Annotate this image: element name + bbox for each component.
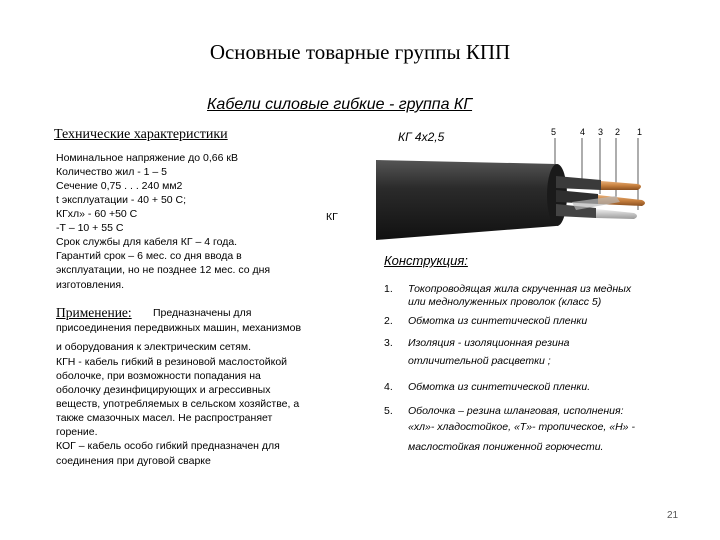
application-line: Предназначены для (153, 307, 252, 319)
slide-subtitle: Кабели силовые гибкие - группа КГ (207, 96, 473, 113)
construction-item-number: 1. (384, 283, 393, 295)
application-line: оболочке, при возможности попадания на (56, 370, 261, 382)
conductor-silver (596, 209, 637, 219)
spec-line: -Т – 10 + 55 С (56, 222, 124, 234)
spec-line: Номинальное напряжение до 0,66 кВ (56, 152, 238, 164)
spec-line: КГхл» - 60 +50 С (56, 208, 138, 220)
spec-line: изготовления. (56, 279, 124, 291)
spec-line: Срок службы для кабеля КГ – 4 года. (56, 236, 238, 248)
construction-item-text: «хл»- хладостойкое, «Т»- тропическое, «Н» - (408, 421, 635, 433)
cable-illustration (376, 136, 666, 246)
construction-item-number: 3. (384, 337, 393, 349)
spec-line: t эксплуатации - 40 + 50 С; (56, 194, 187, 206)
application-heading: Применение: (56, 305, 132, 320)
construction-item-text: отличительной расцветки ; (408, 355, 551, 367)
application-line: присоединения передвижных машин, механизмов (56, 322, 302, 334)
cable-sheath (376, 160, 564, 240)
construction-item-number: 2. (384, 315, 393, 327)
conductor-copper (601, 181, 641, 190)
application-line: КОГ – кабель особо гибкий предназначен для (56, 440, 280, 452)
tech-heading: Технические характеристики (54, 127, 228, 142)
application-line: также смазочных масел. Не распространяет (56, 412, 273, 424)
cable-caption: КГ 4х2,5 (398, 130, 445, 144)
kg-mark: КГ (326, 211, 338, 223)
application-line: горение. (56, 426, 98, 438)
application-line: оболочку дезинфицирующих и агрессивных (56, 384, 271, 396)
construction-item-text: Токопроводящая жила скрученная из медных (408, 283, 632, 295)
core-label: 5 (551, 127, 557, 137)
spec-line: Гарантий срок – 6 мес. со дня ввода в (56, 250, 242, 262)
construction-item-text: Изоляция - изоляционная резина (408, 337, 570, 349)
application-line: КГН - кабель гибкий в резиновой маслостойкой (56, 356, 288, 368)
construction-item-text: Обмотка из синтетической пленки. (408, 381, 591, 393)
core-label: 1 (637, 127, 643, 137)
application-line: и оборудования к электрическим сетям. (56, 341, 251, 353)
application-line: веществ, употребляемых в сельском хозяйстве, а (56, 398, 300, 410)
core-label: 3 (598, 127, 604, 137)
construction-item-number: 4. (384, 381, 393, 393)
construction-heading: Конструкция: (384, 253, 468, 268)
slide-title: Основные товарные группы КПП (209, 40, 511, 64)
construction-item-number: 5. (384, 405, 393, 417)
spec-line: эксплуатации, но не позднее 12 мес. со дня (56, 264, 271, 276)
core-insulation (556, 176, 601, 190)
page-number: 21 (667, 510, 679, 521)
construction-item-text: маслостойкая пониженной горючести. (408, 441, 604, 453)
spec-line: Количество жил - 1 – 5 (56, 166, 168, 178)
application-line: соединения при дуговой сварке (56, 455, 211, 467)
core-label: 2 (615, 127, 621, 137)
construction-item-text: Обмотка из синтетической пленки (408, 315, 588, 327)
construction-item-text: или меднолуженных проволок (класс 5) (408, 296, 602, 308)
construction-item-text: Оболочка – резина шланговая, исполнения: (408, 405, 624, 417)
core-label: 4 (580, 127, 586, 137)
spec-line: Сечение 0,75 . . . 240 мм2 (56, 180, 183, 192)
